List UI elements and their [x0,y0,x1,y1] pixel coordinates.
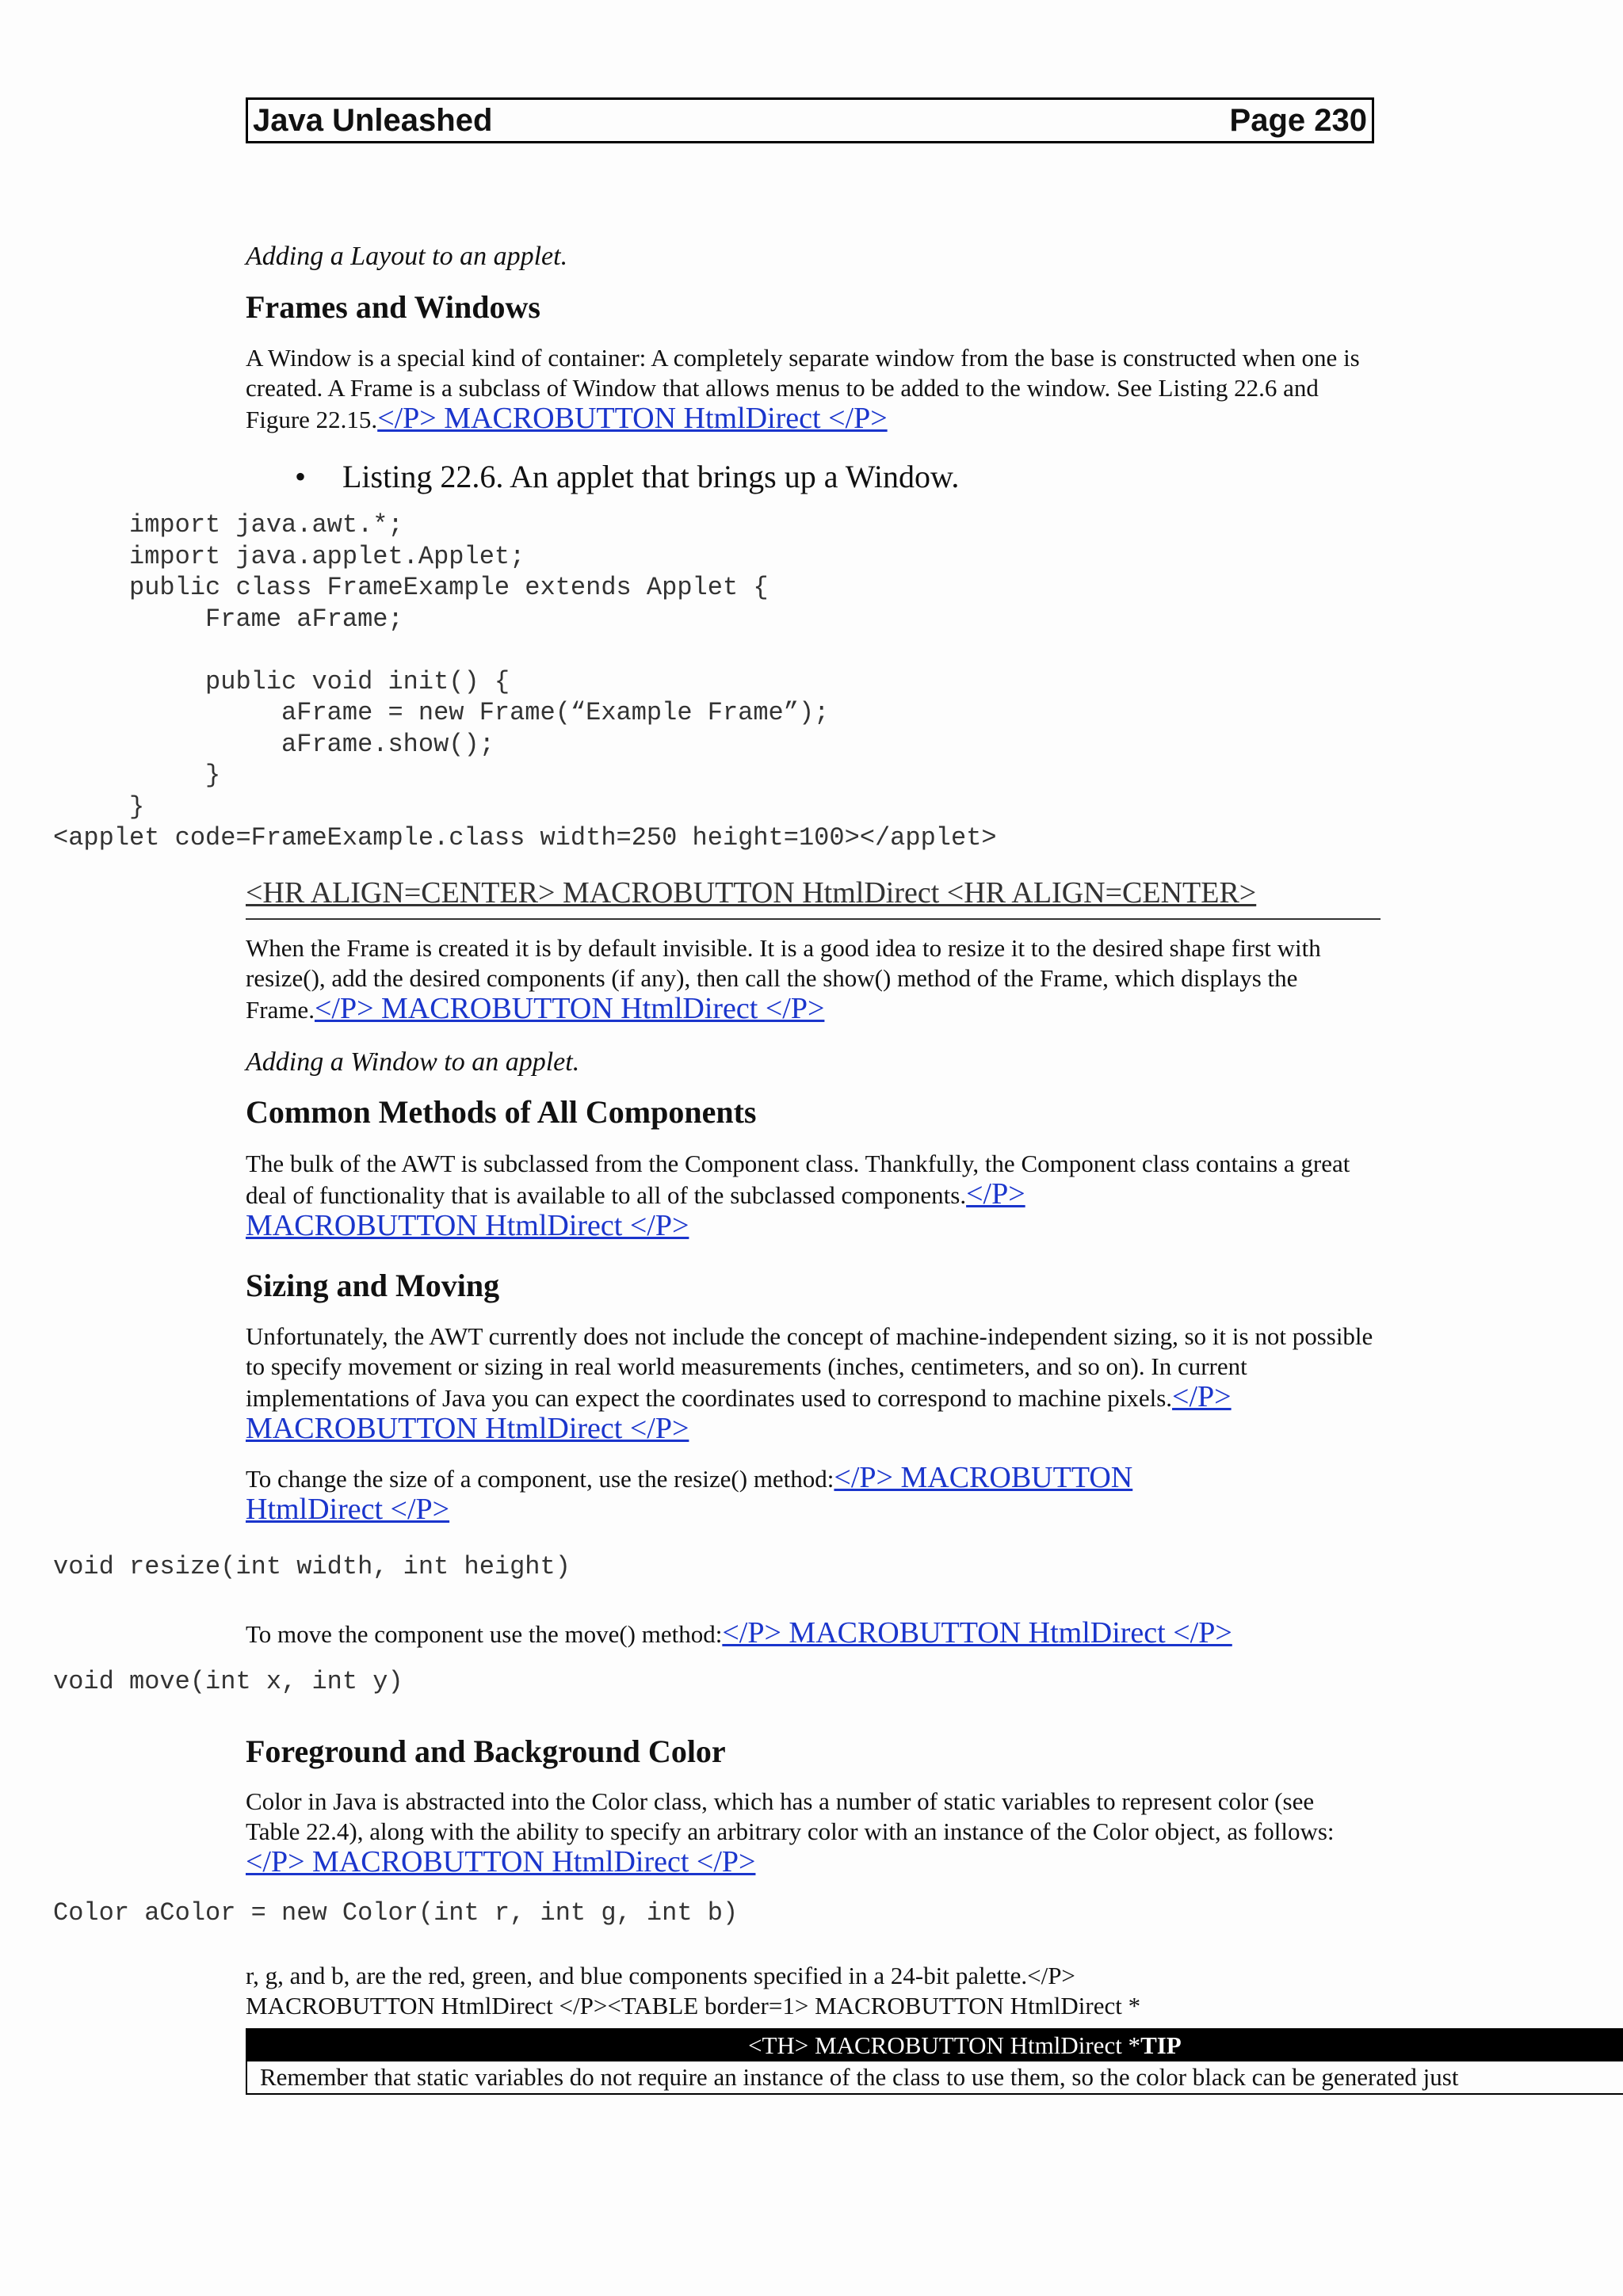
paragraph [246,1787,1347,1878]
paragraph [246,933,1371,1025]
paragraph-text: Unfortunately, the AWT currently does not include the concept of machine-independent sizing, so it is not possible to specify movement or sizing in real world measurements (inches, centimeters, and so on). In current implementations of Java you can expect the coordinates used to correspond to machine pixels. [246,1322,1373,1412]
tip-label: TIP [1140,2031,1182,2059]
paragraph-text: r, g, and b, are the red, green, and blue components specified in a 24-bit palette.</P> [246,1962,1075,1989]
figure-caption: Adding a Layout to an applet. [246,242,568,271]
macrobutton-link[interactable]: MACROBUTTON HtmlDirect </P> [246,1209,689,1242]
macrobutton-link[interactable]: </P> MACROBUTTON HtmlDirect </P> [246,1845,756,1878]
section-heading: Common Methods of All Components [246,1094,757,1130]
book-title: Java Unleashed [253,102,493,138]
paragraph-text: When the Frame is created it is by default invisible. It is a good idea to resize it to the desired shape first with resize(), add the desired components (if any), then call the show() method of the Frame, which displays the Frame. [246,934,1321,1024]
macrobutton-link[interactable]: </P> MACROBUTTON HtmlDirect </P> [314,992,825,1025]
page-number: Page 230 [1229,102,1367,138]
paragraph-text: To change the size of a component, use the resize() method: [246,1465,834,1493]
listing-title [295,458,959,495]
paragraph [246,343,1379,435]
paragraph [246,1149,1355,1242]
tip-table [246,2028,1623,2095]
bullet-icon: • [295,459,307,494]
code-listing: import java.awt.*; import java.applet.Applet; public class FrameExample extends Applet { Frame aFrame; public void init() { aFrame = new Frame(“Example Frame”); aFrame.show(); } } <applet code=FrameExample.class width=250 height=100></applet> [53,510,997,852]
code-snippet: Color aColor = new Color(int r, int g, int b) [53,1898,739,1928]
hr-macro-line: <HR ALIGN=CENTER> MACROBUTTON HtmlDirect <HR ALIGN=CENTER> [246,875,1381,920]
macrobutton-link[interactable]: </P> MACROBUTTON HtmlDirect </P> [722,1616,1232,1650]
macrobutton-link[interactable]: HtmlDirect </P> [246,1493,450,1526]
macrobutton-link[interactable]: </P> [966,1177,1025,1211]
paragraph-text: A Window is a special kind of container: A completely separate window from the base is constructed when one is created. A Frame is a subclass of Window that allows menus to be added to the window. See Listing 22.6 and Figure 22.15. [246,344,1360,433]
paragraph [246,1618,1387,1650]
section-heading: Foreground and Background Color [246,1733,726,1769]
code-snippet: void move(int x, int y) [53,1667,403,1696]
tip-header [247,2030,1623,2061]
paragraph [246,1322,1387,1445]
paragraph [246,1463,1387,1526]
tip-header-text: <TH> MACROBUTTON HtmlDirect * [748,2031,1141,2059]
figure-caption: Adding a Window to an applet. [246,1047,580,1077]
paragraph-text: To move the component use the move() method: [246,1620,723,1648]
macrobutton-link[interactable]: </P> MACROBUTTON [834,1461,1133,1494]
macrobutton-link[interactable]: </P> MACROBUTTON HtmlDirect </P> [246,1380,1232,1445]
section-heading: Frames and Windows [246,289,540,325]
paragraph [246,1961,1387,2021]
macrobutton-link[interactable]: </P> MACROBUTTON HtmlDirect </P> [377,402,888,435]
paragraph-text: MACROBUTTON HtmlDirect </P><TABLE border=1> MACROBUTTON HtmlDirect * [246,1992,1141,2019]
section-heading: Sizing and Moving [246,1268,500,1303]
paragraph-text: The bulk of the AWT is subclassed from the Component class. Thankfully, the Component class contains a great deal of functionality that is available to all of the subclassed components. [246,1150,1350,1209]
tip-body: Remember that static variables do not require an instance of the class to use them, so the color black can be generated just [260,2063,1459,2091]
paragraph-text: Color in Java is abstracted into the Color class, which has a number of static variables to represent color (see Table 22.4), along with the ability to specify an arbitrary color with an instance of the Color object, as follows: [246,1787,1335,1845]
listing-title-text: Listing 22.6. An applet that brings up a Window. [342,459,960,494]
page-header [246,97,1374,143]
code-snippet: void resize(int width, int height) [53,1552,571,1581]
